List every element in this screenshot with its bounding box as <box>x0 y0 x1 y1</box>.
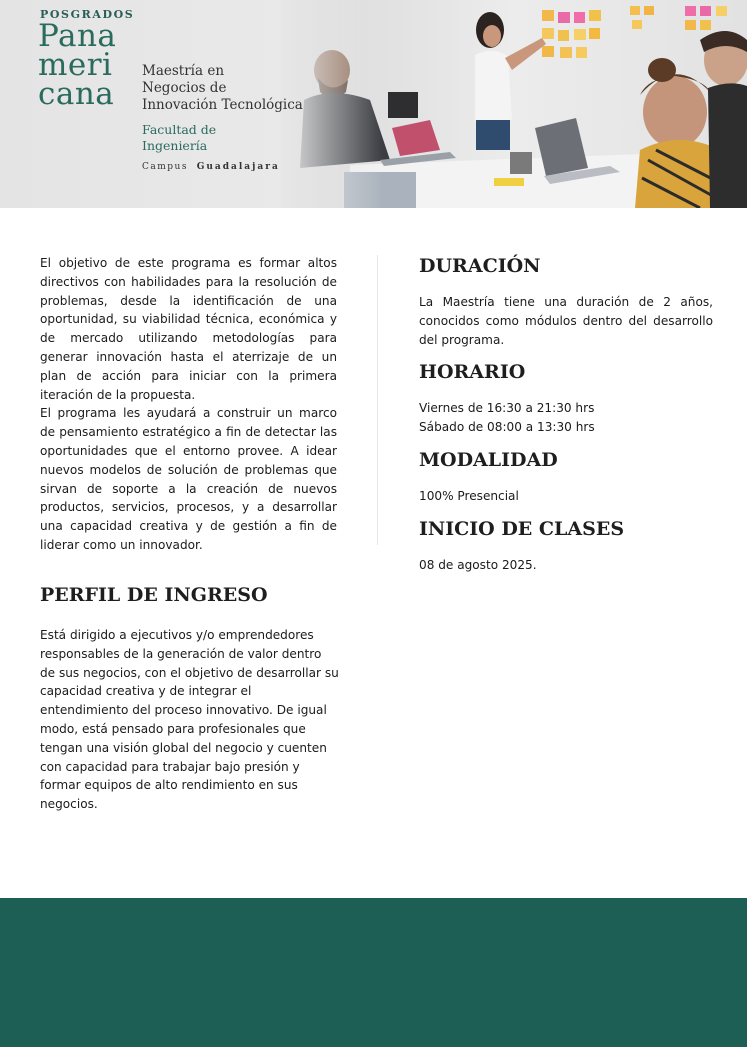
intro-section <box>40 254 337 555</box>
program-name-line-3: Innovación Tecnológica <box>142 97 303 113</box>
footer-band <box>0 898 747 1047</box>
modalidad-heading: MODALIDAD <box>419 449 558 471</box>
header-photo <box>280 0 747 208</box>
faculty-line-2: Ingeniería <box>142 138 208 153</box>
modalidad-section <box>419 487 713 506</box>
brand-block <box>0 0 320 208</box>
campus-line <box>142 162 280 172</box>
duracion-text: La Maestría tiene una duración de 2 años, conocidos como módulos dentro del desarrollo del programa. <box>419 295 713 347</box>
logo-line-2: meri <box>38 47 113 83</box>
logo-line-3: cana <box>38 76 115 112</box>
horario-heading: HORARIO <box>419 361 526 383</box>
posgrados-label: POSGRADOS <box>40 8 135 21</box>
program-name-line-2: Negocios de <box>142 80 227 96</box>
column-divider <box>377 255 378 545</box>
horario-section <box>419 399 713 437</box>
program-name-line-1: Maestría en <box>142 63 225 79</box>
inicio-section <box>419 556 713 575</box>
intro-paragraph-1: El objetivo de este programa es formar altos directivos con habilidades para la resolución de problemas, desde la identificación de una oportunidad, su viabilidad técnica, económica y de mercado utilizando metodologías para generar innovación hasta el aterrizaje de un plan de acción para iniciar con la primera iteración de la propuesta. <box>40 256 337 402</box>
perfil-heading: PERFIL DE INGRESO <box>40 584 268 606</box>
duracion-section <box>419 293 713 349</box>
campus-name: Guadalajara <box>196 162 280 172</box>
perfil-text: Está dirigido a ejecutivos y/o emprendedores responsables de la generación de valor dentro de sus negocios, con el objetivo de desarrollar su capacidad creativa y de integrar el entendimiento del proceso innovativo. De igual modo, está pensado para profesionales que tengan una visión global del negocio y cuenten con capacidad para trabajar bajo presión y formar equipos de alto rendimiento en sus negocios. <box>40 628 339 812</box>
faculty-line-1: Facultad de <box>142 122 217 137</box>
header-banner <box>0 0 747 208</box>
modalidad-text: 100% Presencial <box>419 489 519 503</box>
intro-paragraph-2: El programa les ayudará a construir un marco de pensamiento estratégico a fin de detectar las oportunidades que el entorno provee. A idear nuevos modelos de solución de problemas que sirvan de soporte a la creación de nuevos productos, servicios, procesos, y a desarrollar una capacidad creativa y de gestión a fin de liderar como un innovador. <box>40 406 337 552</box>
duracion-heading: DURACIÓN <box>419 255 541 277</box>
inicio-text: 08 de agosto 2025. <box>419 558 537 572</box>
inicio-heading: INICIO DE CLASES <box>419 518 625 540</box>
horario-line-1: Viernes de 16:30 a 21:30 hrs <box>419 401 595 415</box>
logo-line-1: Pana <box>38 18 117 54</box>
campus-label: Campus <box>142 162 188 172</box>
horario-line-2: Sábado de 08:00 a 13:30 hrs <box>419 419 595 434</box>
perfil-section <box>40 626 340 814</box>
